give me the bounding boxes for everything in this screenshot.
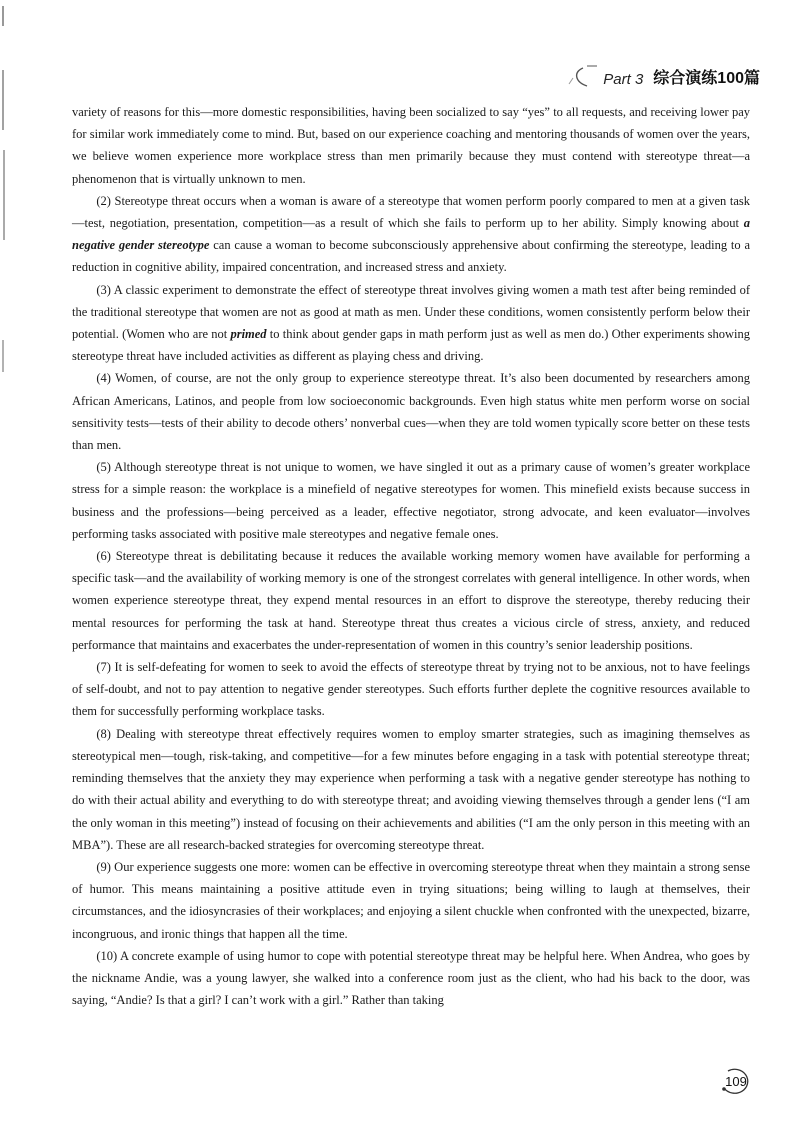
page-number [718, 1066, 754, 1096]
paragraph-3: (3) A classic experiment to demonstrate the effect of stereotype threat involves giving women a math test after being reminded of the traditional stereotype that women are not as good at math as men. Under these conditions, women consistently perform below their potential. (Women who are not primed to think about gender gaps in math perform just as well as men do.) Other experiments showing stereotype threat have included activities as different as playing chess and driving. [72, 282, 750, 364]
paragraph-7: (7) It is self-defeating for women to seek to avoid the effects of stereotype threat by trying not to be anxious, not to have feelings of self-doubt, and not to pay attention to negative gender stereotypes. Such efforts further deplete the cognitive resources available to them for successfully performing workplace tasks. [72, 660, 750, 719]
running-header [563, 62, 760, 88]
paragraph-6: (6) Stereotype threat is debilitating because it reduces the available working memory women have available for performing a specific task—and the availability of working memory is one of the strongest correlates with general intelligence. In other words, when women experience stereotype threat, they expend mental resources in an effort to disprove the stereotype, thereby reducing their mental resources for performing the task at hand. Stereotype threat thus creates a vicious circle of stress, anxiety, and reduced performance that maintains and exacerbates the under-representation of women in this country’s senior leadership positions. [72, 549, 750, 652]
paragraph-5: (5) Although stereotype threat is not unique to women, we have singled it out as a primary cause of women’s greater workplace stress for a simple reason: the workplace is a minefield of negative stereotypes for women. This minefield exists because success in business and the professions—being perceived as a leader, effective negotiator, strong advocate, and keen evaluator—involves performing tasks associated with positive male stereotypes and negative female ones. [72, 460, 750, 541]
header-part-label: Part 3 [603, 71, 644, 88]
paragraph-1: variety of reasons for this—more domestic responsibilities, having been socialized to say “yes” to all requests, and receiving lower pay for similar work immediately come to mind. But, based on our experience coaching and mentoring thousands of women over the years, we believe women experience more workplace stress than men primarily because they must contend with stereotype threat—a phenomenon that is virtually unknown to men. [72, 105, 750, 186]
emphasized-word: primed [230, 327, 267, 342]
article-body [72, 101, 750, 1011]
paragraph-4: (4) Women, of course, are not the only group to experience stereotype threat. It’s also been documented by researchers among African Americans, Latinos, and people from low socioeconomic backgrounds. Even high status white men perform worse on social sensitivity tests—tests of their ability to decode others’ nonverbal cues—when they are told women typically score better on these tests than men. [72, 371, 750, 453]
paragraph-2: (2) Stereotype threat occurs when a woman is aware of a stereotype that women perform poorly compared to men at a given task—test, negotiation, presentation, competition—as a result of which she fails to perform up to her ability. Simply knowing about a negative gender stereotype can cause a woman to become subconsciously apprehensive about confirming the stereotype, leading to a reduction in cognitive ability, impaired concentration, and increased stress and anxiety. [72, 193, 750, 275]
paragraph-10: (10) A concrete example of using humor to cope with potential stereotype threat may be helpful here. When Andrea, who goes by the nickname Andie, was a young lawyer, she walked into a conference room just as the client, who had his back to the door, was saying, “Andie? Is that a girl? I can’t work with a girl.” Rather than taking [72, 948, 750, 1008]
paragraph-9: (9) Our experience suggests one more: women can be effective in overcoming stereotype threat when they maintain a strong sense of humor. This means maintaining a positive attitude even in trying situations; being willing to laugh at themselves, their circumstances, and the idiosyncrasies of their workplaces; and enjoying a silent chuckle when confronted with the unexpected, bizarre, incongruous, and ironic things that happen all the time. [72, 859, 750, 941]
page-number-text: 109 [725, 1073, 747, 1089]
paragraph-8: (8) Dealing with stereotype threat effectively requires women to employ smarter strategies, such as imagining themselves as stereotypical men—tough, risk-taking, and competitive—for a few minutes before engaging in a task with potential stereotype threat; reminding themselves that the anxiety they may experience when performing a task with a negative gender stereotype has nothing to do with their actual ability and everything to do with stereotype threat; and avoiding viewing themselves through a gender lens (“I am the only woman in this meeting”) instead of focusing on their achievements and abilities (“I am the only person in this meeting with an MBA”). These are all research-backed strategies for overcoming stereotype threat. [72, 726, 750, 852]
header-swoosh-icon [563, 64, 599, 88]
margin-scan-marks [0, 0, 14, 400]
emphasized-phrase: a negative gender stereotype [72, 216, 750, 253]
header-section-title: 综合演练100篇 [653, 70, 760, 87]
